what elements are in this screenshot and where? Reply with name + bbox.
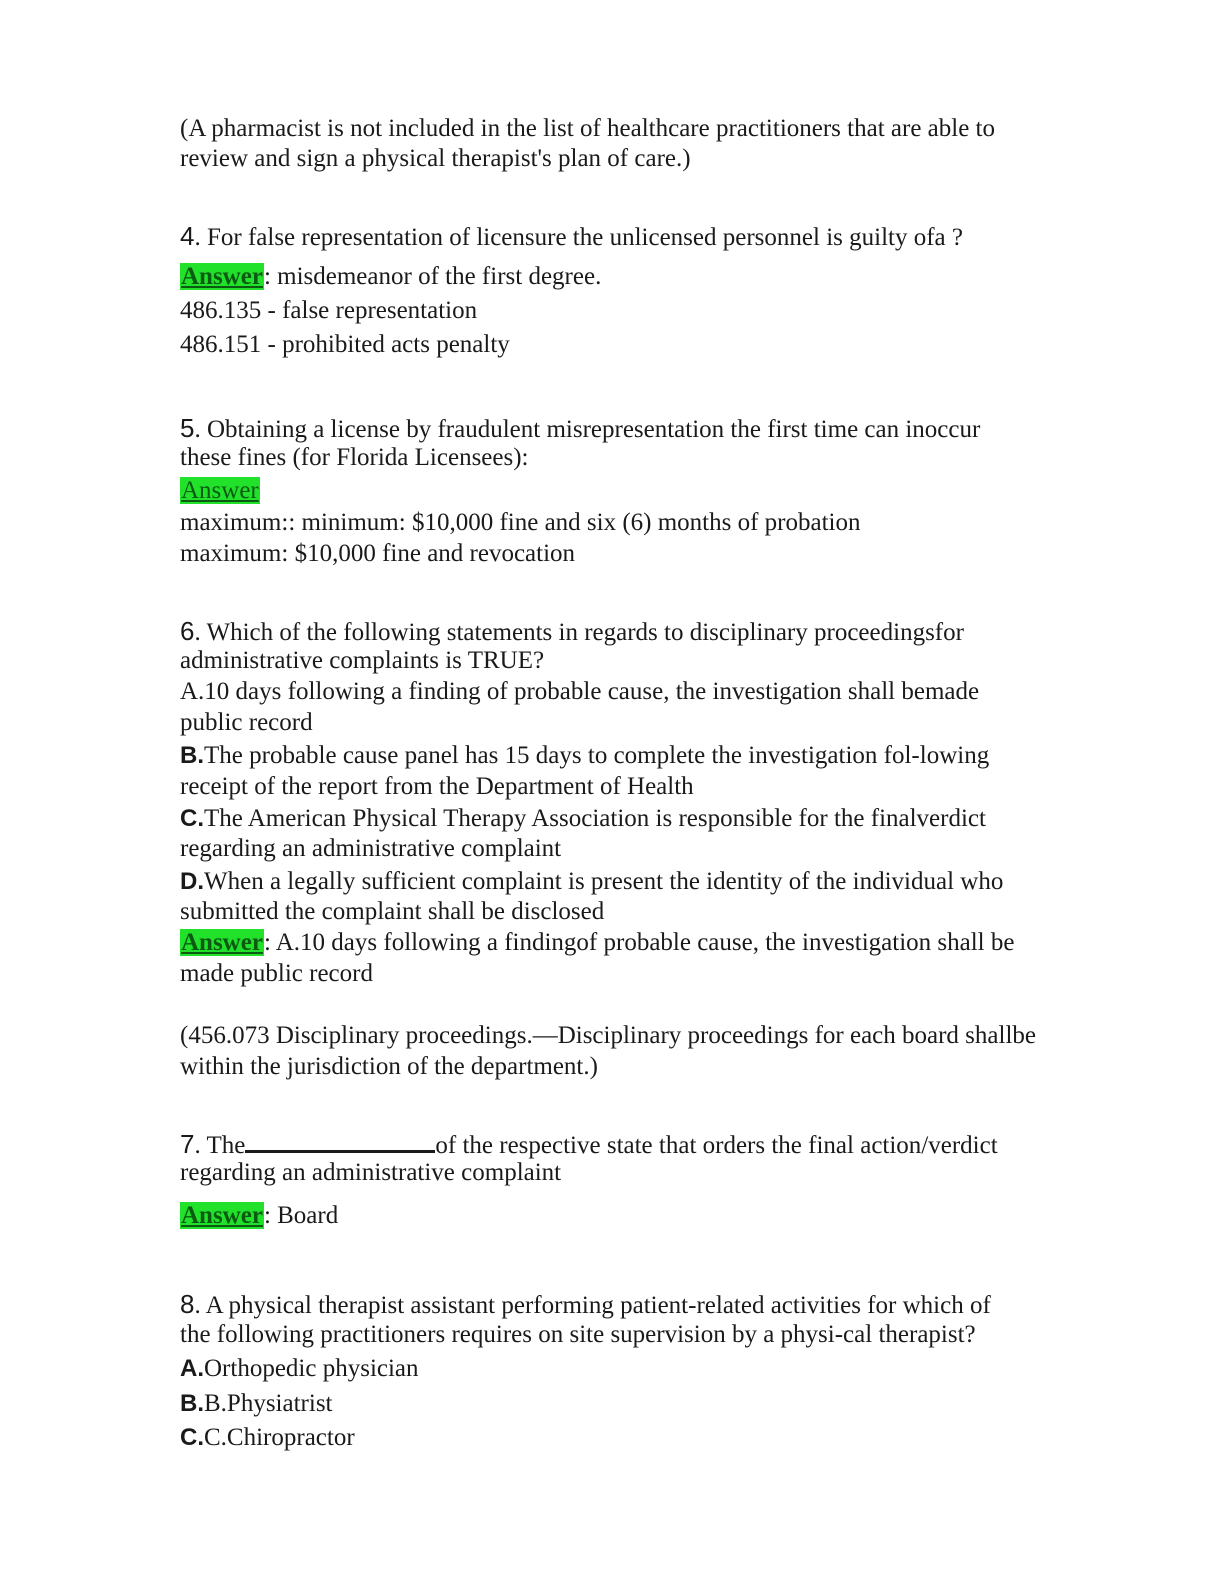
answer-label: Answer bbox=[181, 477, 259, 504]
option-d-line-2: submitted the complaint shall be disclosed bbox=[180, 898, 605, 925]
question-text: . Which of the following statements in regards to disciplinary proceedingsfor bbox=[194, 619, 964, 646]
option-b-line-2: receipt of the report from the Department of Health bbox=[180, 773, 694, 800]
option-text: The American Physical Therapy Association is responsible for the finalverdict bbox=[204, 805, 986, 832]
answer-5 bbox=[180, 476, 260, 506]
option-c bbox=[180, 804, 986, 834]
note-line-2: within the jurisdiction of the department.) bbox=[180, 1053, 598, 1080]
option-d bbox=[180, 867, 1003, 897]
question-5 bbox=[180, 413, 980, 445]
question-number: 5 bbox=[180, 413, 195, 443]
question-8-line-2: the following practitioners requires on site supervision by a physi-cal therapist? bbox=[180, 1321, 976, 1348]
intro-line-1: (A pharmacist is not included in the list of healthcare practitioners that are able to bbox=[180, 115, 996, 142]
option-text: The probable cause panel has 15 days to complete the investigation fol-lowing bbox=[204, 742, 990, 769]
option-a-line-2: public record bbox=[180, 709, 313, 736]
reference-line: 486.135 - false representation bbox=[180, 297, 478, 324]
answer-7 bbox=[180, 1201, 338, 1231]
question-7 bbox=[180, 1128, 998, 1161]
question-5-line-2: these fines (for Florida Licensees): bbox=[180, 444, 529, 471]
question-6-line-2: administrative complaints is TRUE? bbox=[180, 647, 545, 674]
option-letter: A. bbox=[180, 1355, 204, 1382]
question-6 bbox=[180, 616, 964, 648]
answer-5-line-2: maximum: $10,000 fine and revocation bbox=[180, 540, 576, 567]
question-text: of the respective state that orders the final action/verdict bbox=[435, 1132, 998, 1159]
question-number: 7 bbox=[180, 1129, 195, 1159]
option-a-line-1: A.10 days following a finding of probable cause, the investigation shall bemade bbox=[180, 678, 980, 705]
fill-in-blank bbox=[245, 1128, 435, 1153]
answer-5-line-1: maximum:: minimum: $10,000 fine and six (6) months of probation bbox=[180, 509, 861, 536]
answer-label: Answer bbox=[181, 1202, 263, 1229]
option-text: B.Physiatrist bbox=[204, 1390, 333, 1417]
answer-6-line-2: made public record bbox=[180, 960, 373, 987]
answer-label: Answer bbox=[181, 263, 263, 290]
answer-4 bbox=[180, 262, 601, 292]
option-b bbox=[180, 1389, 333, 1419]
option-text: When a legally sufficient complaint is present the identity of the individual who bbox=[204, 868, 1004, 895]
question-text: . Obtaining a license by fraudulent misrepresentation the first time can inoccur bbox=[194, 416, 981, 443]
option-b bbox=[180, 741, 989, 771]
question-text: . A physical therapist assistant performing patient-related activities for which of bbox=[194, 1292, 991, 1319]
option-letter: B. bbox=[180, 742, 204, 769]
option-c bbox=[180, 1423, 355, 1453]
question-8 bbox=[180, 1289, 991, 1321]
option-letter: B. bbox=[180, 1390, 204, 1417]
answer-text: : misdemeanor of the first degree. bbox=[263, 263, 602, 290]
note-line-1: (456.073 Disciplinary proceedings.—Disciplinary proceedings for each board shallbe bbox=[180, 1022, 1036, 1049]
question-text: . For false representation of licensure the unlicensed personnel is guilty ofa ? bbox=[194, 224, 963, 251]
question-text: . The bbox=[194, 1132, 246, 1159]
option-a bbox=[180, 1354, 419, 1384]
question-number: 6 bbox=[180, 616, 195, 646]
option-letter: C. bbox=[180, 1424, 204, 1451]
answer-text: : A.10 days following a findingof probable cause, the investigation shall be bbox=[263, 929, 1015, 956]
question-7-line-2: regarding an administrative complaint bbox=[180, 1159, 562, 1186]
answer-text: : Board bbox=[263, 1202, 339, 1229]
option-text: C.Chiropractor bbox=[204, 1424, 355, 1451]
option-letter: D. bbox=[180, 868, 204, 895]
option-letter: C. bbox=[180, 805, 204, 832]
question-number: 8 bbox=[180, 1289, 195, 1319]
question-number: 4 bbox=[180, 221, 195, 251]
answer-6 bbox=[180, 928, 1014, 958]
answer-label: Answer bbox=[181, 929, 263, 956]
reference-line: 486.151 - prohibited acts penalty bbox=[180, 331, 510, 358]
option-text: Orthopedic physician bbox=[204, 1355, 419, 1382]
question-4 bbox=[180, 221, 963, 253]
intro-line-2: review and sign a physical therapist's plan of care.) bbox=[180, 145, 691, 172]
option-c-line-2: regarding an administrative complaint bbox=[180, 835, 562, 862]
